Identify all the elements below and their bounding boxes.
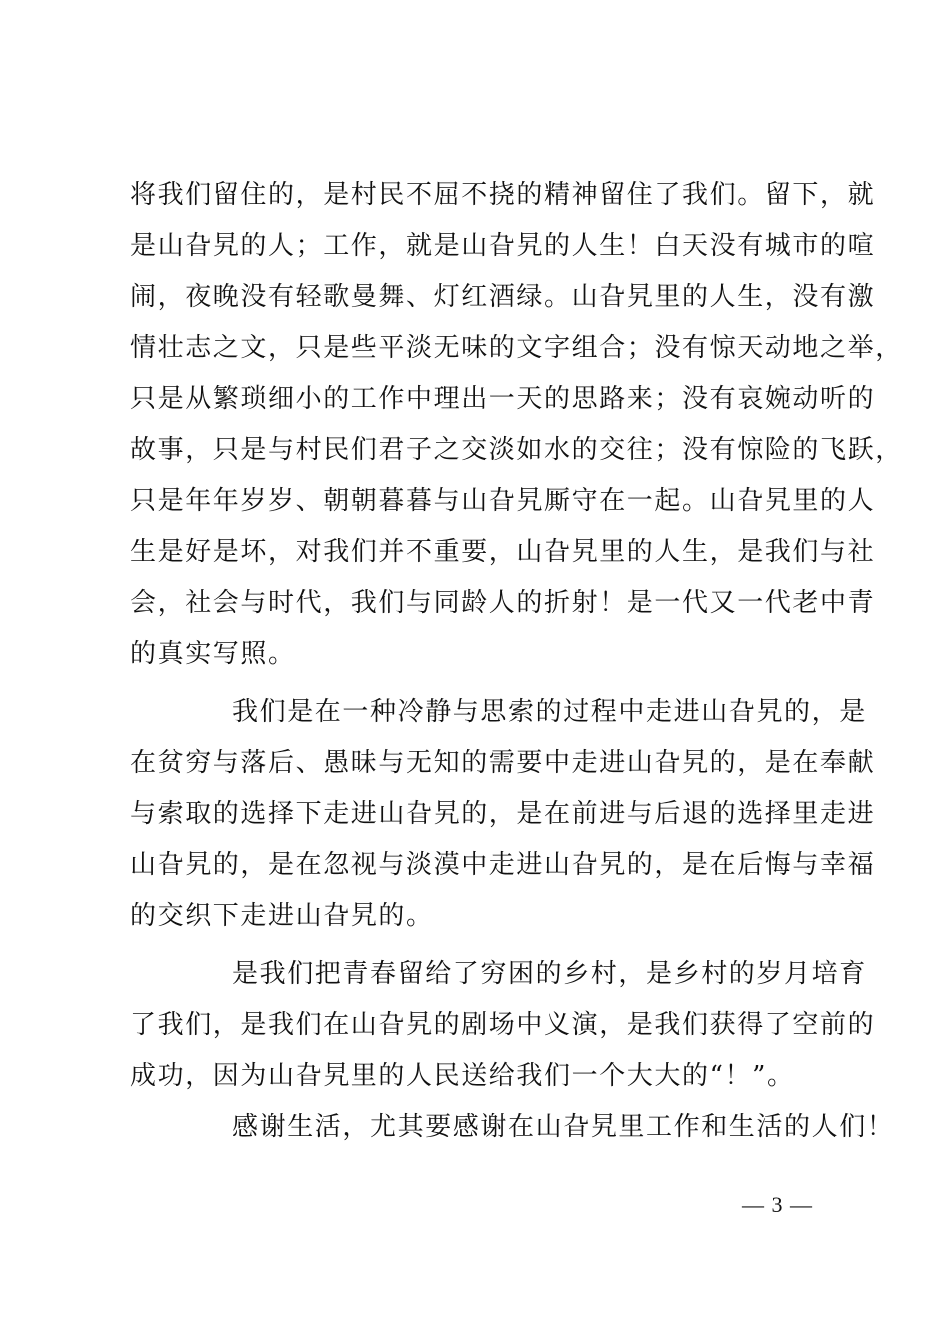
text-line: 我们是在一种冷静与思索的过程中走进山旮旯的，是 xyxy=(232,697,867,727)
text-line: 生是好是坏，对我们并不重要，山旮旯里的人生，是我们与社 xyxy=(130,537,876,567)
paragraph-4 xyxy=(130,1102,895,1153)
text-line: 是我们把青春留给了穷困的乡村，是乡村的岁月培育 xyxy=(232,959,867,989)
text-line: 的交织下走进山旮旯的。 xyxy=(130,901,434,931)
page-number: — 3 — xyxy=(742,1192,813,1217)
text-line: 将我们留住的，是村民不屈不挠的精神留住了我们。留下，就 xyxy=(130,180,876,210)
text-line: 与索取的选择下走进山旮旯的，是在前进与后退的选择里走进 xyxy=(130,799,876,829)
text-line: 情壮志之文，只是些平淡无味的文字组合；没有惊天动地之举， xyxy=(130,333,903,363)
text-line: 了我们，是我们在山旮旯的剧场中义演，是我们获得了空前的 xyxy=(130,1010,876,1040)
text-line: 只是从繁琐细小的工作中理出一天的思路来；没有哀婉动听的 xyxy=(130,384,876,414)
text-line: 山旮旯的，是在忽视与淡漠中走进山旮旯的，是在后悔与幸福 xyxy=(130,850,876,880)
text-line: 的真实写照。 xyxy=(130,639,296,669)
text-line: 会，社会与时代，我们与同龄人的折射！是一代又一代老中青 xyxy=(130,588,876,618)
text-line: 成功，因为山旮旯里的人民送给我们一个大大的“！”。 xyxy=(130,1061,795,1091)
text-line: 在贫穷与落后、愚昧与无知的需要中走进山旮旯的，是在奉献 xyxy=(130,748,876,778)
text-line: 故事，只是与村民们君子之交淡如水的交往；没有惊险的飞跃， xyxy=(130,435,903,465)
paragraph-2 xyxy=(130,687,876,942)
paragraph-3 xyxy=(130,949,876,1102)
text-line: 闹，夜晚没有轻歌曼舞、灯红酒绿。山旮旯里的人生，没有激 xyxy=(130,282,876,312)
document-body xyxy=(130,170,903,1153)
text-line: 只是年年岁岁、朝朝暮暮与山旮旯厮守在一起。山旮旯里的人 xyxy=(130,486,876,516)
text-line: 是山旮旯的人；工作，就是山旮旯的人生！白天没有城市的喧 xyxy=(130,231,876,261)
paragraph-1 xyxy=(130,170,903,680)
text-line: 感谢生活，尤其要感谢在山旮旯里工作和生活的人们！ xyxy=(232,1112,895,1142)
